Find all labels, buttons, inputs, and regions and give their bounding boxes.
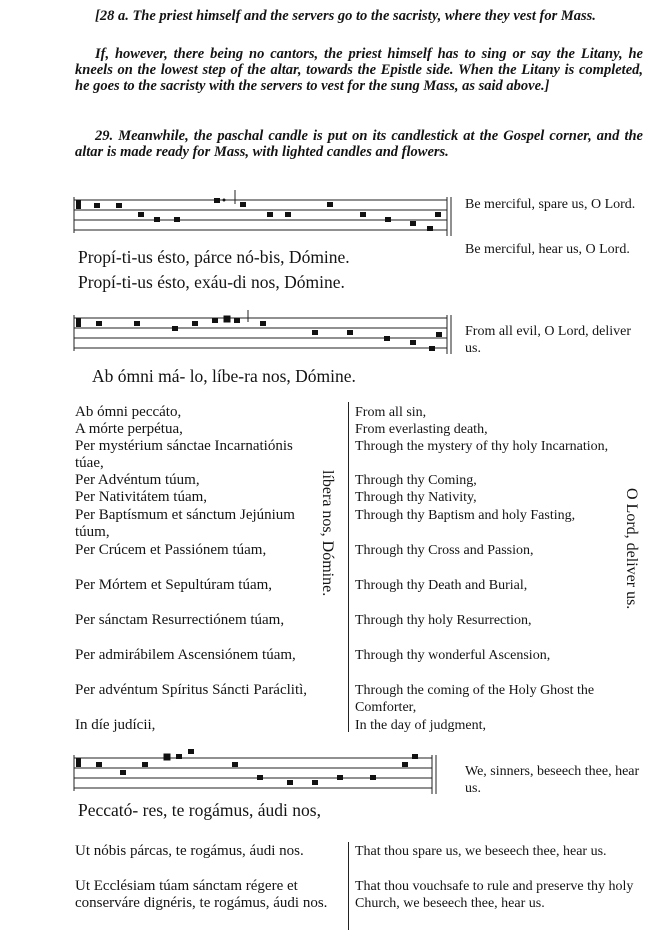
staff-lines	[74, 755, 436, 794]
litany-english-line: Through thy holy Resurrection,	[355, 613, 532, 628]
litany-latin-line: Per admirábilem Ascensiónem túam,	[75, 647, 296, 663]
final-latin-1: Ut nóbis párcas, te rogámus, áudi nos.	[75, 843, 304, 859]
litany-english-line: From everlasting death,	[355, 422, 488, 437]
final-english-1: That thou spare us, we beseech thee, hear us.	[355, 844, 607, 859]
litany-english-line: Through the coming of the Holy Ghost the Comforter,	[355, 683, 595, 715]
litany-english-line: From all sin,	[355, 405, 427, 420]
neumes	[76, 749, 418, 785]
chant-2-translation: From all evil, O Lord, deliver us.	[465, 324, 632, 356]
litany-latin-line: In díe judícii,	[75, 717, 156, 733]
chant-staff-2	[72, 308, 457, 360]
final-english-2: That thou vouchsafe to rule and preserve thy holy Church, we beseech thee, hear us.	[355, 879, 634, 911]
litany-english-line: In the day of judgment,	[355, 718, 487, 733]
chant-2-lyrics: Ab ómni má- lo, líbe-ra nos, Dómine.	[92, 366, 356, 386]
litany-latin-line: Per sánctam Resurrectiónem túam,	[75, 612, 285, 628]
litany-english-line: Through the mystery of thy holy Incarnation,	[355, 439, 609, 454]
litany-english-line: Through thy Baptism and holy Fasting,	[355, 508, 576, 523]
chant-staff-3	[72, 746, 442, 798]
staff-lines	[74, 190, 451, 236]
rubric-litany-note: If, however, there being no cantors, the priest himself has to sing or say the Litany, he kneels on the lowest step of the altar, towards the Epistle side. When the Litany is completed, he goes to the sacristy with the servers to vest for the sung Mass, as said above.]	[75, 46, 643, 94]
chant-1-translation-a: Be merciful, spare us, O Lord.	[465, 197, 636, 212]
column-divider	[348, 402, 349, 732]
column-divider	[348, 842, 349, 930]
litany-latin-line: Per Advéntum túum,	[75, 472, 200, 488]
neumes	[76, 198, 441, 231]
neumes	[76, 316, 442, 351]
litany-english-line: Through thy Coming,	[355, 473, 477, 488]
chant-3-lyrics: Peccató- res, te rogámus, áudi nos,	[78, 800, 321, 820]
staff-lines	[74, 310, 451, 354]
litany-response-english: O Lord, deliver us.	[623, 488, 640, 610]
litany-latin-line: Ab ómni peccáto,	[75, 404, 182, 420]
litany-english-line: Through thy wonderful Ascension,	[355, 648, 551, 663]
litany-english-line: Through thy Death and Burial,	[355, 578, 528, 593]
chant-staff-1	[72, 188, 457, 246]
chant-1-translation-b: Be merciful, hear us, O Lord.	[465, 242, 630, 257]
litany-latin-line: Per mystérium sánctae Incarnatiónis túae,	[75, 438, 293, 471]
litany-english-line: Through thy Cross and Passion,	[355, 543, 534, 558]
litany-latin-line: Per advéntum Spíritus Sáncti Paráclitì,	[75, 682, 308, 698]
rubric-29: 29. Meanwhile, the paschal candle is put on its candlestick at the Gospel corner, and the altar is made ready for Mass, with lighted candles and flowers.	[75, 128, 643, 160]
litany-response-latin: líbera nos, Dómine.	[319, 470, 336, 597]
litany-latin-line: Per Crúcem et Passiónem túam,	[75, 542, 267, 558]
chant-3-translation: We, sinners, beseech thee, hear us.	[465, 764, 640, 796]
rubric-28a: [28 a. The priest himself and the servers go to the sacristy, where they vest for Mass.	[95, 8, 596, 24]
litany-latin-line: A mórte perpétua,	[75, 421, 183, 437]
litany-latin-line: Per Nativitátem túam,	[75, 489, 208, 505]
litany-latin-line: Per Mórtem et Sepultúram túam,	[75, 577, 273, 593]
chant-1-lyrics-b: Propí-ti-us ésto, exáu-di nos, Dómine.	[78, 272, 345, 292]
chant-1-lyrics-a: Propí-ti-us ésto, párce nó-bis, Dómine.	[78, 247, 350, 267]
litany-english-line: Through thy Nativity,	[355, 490, 477, 505]
litany-latin-line: Per Baptísmum et sánctum Jejúnium túum,	[75, 507, 295, 540]
final-latin-2: Ut Ecclésiam túam sánctam régere et conserváre dignéris, te rogámus, áudi nos.	[75, 878, 328, 911]
